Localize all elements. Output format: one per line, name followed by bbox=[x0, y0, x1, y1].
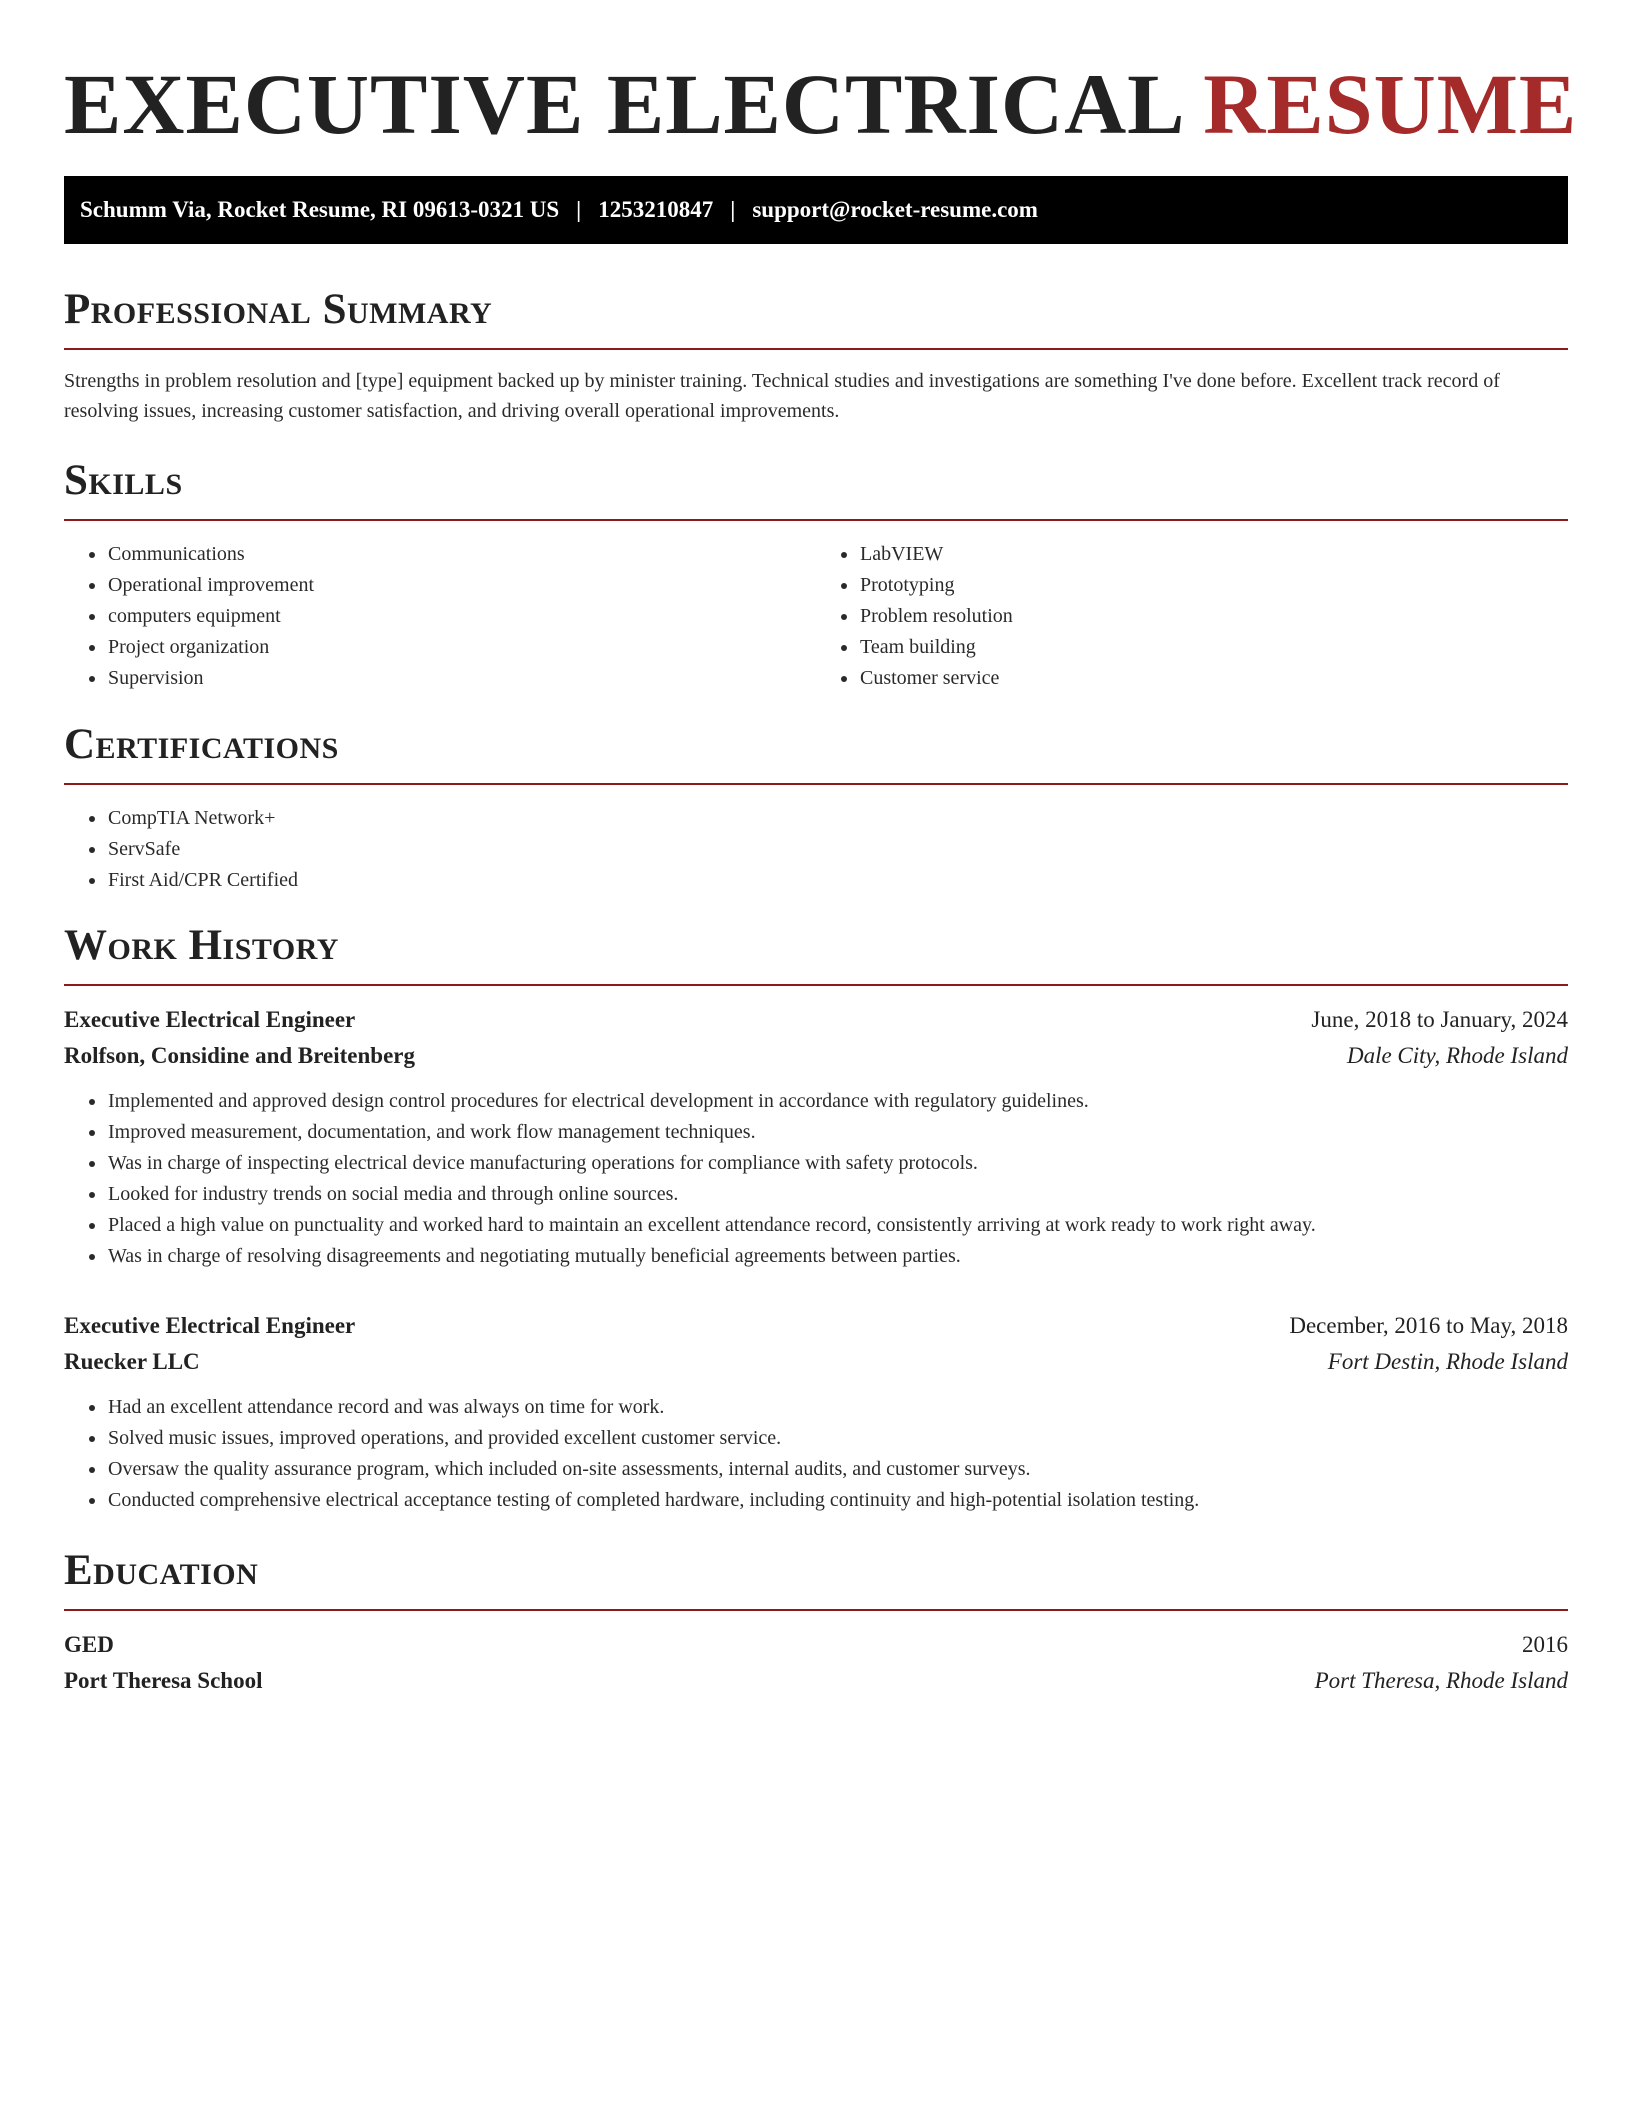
skill-item: • Project organization bbox=[107, 632, 816, 663]
summary-section bbox=[64, 284, 1568, 426]
skill-item: • Problem resolution bbox=[859, 601, 1568, 632]
job-location: Fort Destin, Rhode Island bbox=[1327, 1349, 1568, 1374]
section-divider bbox=[64, 519, 1568, 521]
certification-item: • First Aid/CPR Certified bbox=[107, 865, 1568, 896]
certifications-section bbox=[64, 719, 1568, 896]
certifications-heading: Certifications bbox=[64, 721, 339, 768]
education-heading: Education bbox=[64, 1547, 259, 1594]
education-section bbox=[64, 1545, 1568, 1699]
job-title: Executive Electrical Engineer bbox=[64, 1313, 356, 1338]
job-bullet: • Conducted comprehensive electrical acceptance testing of completed hardware, including continuity and high-potential isolation testing. bbox=[107, 1485, 1568, 1516]
contact-separator: | bbox=[576, 197, 582, 222]
job-entry bbox=[64, 1002, 1568, 1272]
contact-phone[interactable]: 1253210847 bbox=[598, 197, 714, 222]
job-company-row bbox=[64, 1344, 1568, 1380]
section-divider bbox=[64, 783, 1568, 785]
job-bullets bbox=[64, 1086, 1568, 1272]
job-entry bbox=[64, 1308, 1568, 1516]
job-bullet: • Oversaw the quality assurance program, which included on-site assessments, internal audits, and customer surveys. bbox=[107, 1454, 1568, 1485]
job-company: Rolfson, Considine and Breitenberg bbox=[64, 1043, 416, 1068]
job-bullet: • Had an excellent attendance record and was always on time for work. bbox=[107, 1392, 1568, 1423]
title-accent: RESUME bbox=[1203, 56, 1578, 152]
job-bullet: • Implemented and approved design control procedures for electrical development in accordance with regulatory guidelines. bbox=[107, 1086, 1568, 1117]
skill-item: • Team building bbox=[859, 632, 1568, 663]
job-dates: June, 2018 to January, 2024 bbox=[1311, 1007, 1568, 1032]
contact-bar bbox=[64, 176, 1568, 244]
skill-item: • Supervision bbox=[107, 663, 816, 694]
job-bullet: • Improved measurement, documentation, and work flow management techniques. bbox=[107, 1117, 1568, 1148]
skills-heading: Skills bbox=[64, 457, 183, 504]
job-bullet: • Placed a high value on punctuality and worked hard to maintain an excellent attendance record, consistently arriving at work ready to work right away. bbox=[107, 1210, 1568, 1241]
job-header-row bbox=[64, 1308, 1568, 1344]
job-bullet: • Looked for industry trends on social media and through online sources. bbox=[107, 1179, 1568, 1210]
skills-list-left bbox=[64, 539, 816, 694]
certifications-list bbox=[64, 803, 1568, 896]
job-company-row bbox=[64, 1038, 1568, 1074]
resume-title bbox=[64, 54, 1577, 154]
contact-email[interactable]: support@rocket-resume.com bbox=[752, 197, 1038, 222]
job-location: Dale City, Rhode Island bbox=[1346, 1043, 1568, 1068]
skills-section bbox=[64, 455, 1568, 694]
skills-grid bbox=[64, 539, 1568, 694]
skill-item: • Customer service bbox=[859, 663, 1568, 694]
job-bullet: • Was in charge of resolving disagreements and negotiating mutually beneficial agreements between parties. bbox=[107, 1241, 1568, 1272]
job-header-row bbox=[64, 1002, 1568, 1038]
section-divider bbox=[64, 984, 1568, 986]
education-location: Port Theresa, Rhode Island bbox=[1314, 1668, 1568, 1693]
job-bullet: • Solved music issues, improved operations, and provided excellent customer service. bbox=[107, 1423, 1568, 1454]
work-history-heading: Work History bbox=[64, 922, 339, 969]
education-school: Port Theresa School bbox=[64, 1668, 263, 1693]
job-dates: December, 2016 to May, 2018 bbox=[1289, 1313, 1568, 1338]
job-title: Executive Electrical Engineer bbox=[64, 1007, 356, 1032]
education-degree-row bbox=[64, 1627, 1568, 1663]
skill-item: • Operational improvement bbox=[107, 570, 816, 601]
education-school-row bbox=[64, 1663, 1568, 1699]
skill-item: • LabVIEW bbox=[859, 539, 1568, 570]
skill-item: • Prototyping bbox=[859, 570, 1568, 601]
certification-item: • ServSafe bbox=[107, 834, 1568, 865]
education-year: 2016 bbox=[1522, 1632, 1568, 1657]
work-history-section bbox=[64, 920, 1568, 1516]
job-bullet: • Was in charge of inspecting electrical device manufacturing operations for compliance with safety protocols. bbox=[107, 1148, 1568, 1179]
title-main: EXECUTIVE ELECTRICAL bbox=[64, 56, 1181, 152]
contact-address: Schumm Via, Rocket Resume, RI 09613-0321 US bbox=[80, 197, 560, 222]
summary-heading: Professional Summary bbox=[64, 286, 493, 333]
education-degree: GED bbox=[64, 1632, 114, 1657]
section-divider bbox=[64, 1609, 1568, 1611]
skills-list-right bbox=[816, 539, 1568, 694]
contact-separator: | bbox=[730, 197, 736, 222]
summary-text: Strengths in problem resolution and [type] equipment backed up by minister training. Technical studies and investigations are something I've done before. Excellent track record of resolving issues, increasing customer satisfaction, and driving overall operational improvements. bbox=[64, 370, 1500, 422]
job-bullets bbox=[64, 1392, 1568, 1516]
certification-item: • CompTIA Network+ bbox=[107, 803, 1568, 834]
skill-item: • Communications bbox=[107, 539, 816, 570]
education-entry bbox=[64, 1627, 1568, 1699]
skill-item: • computers equipment bbox=[107, 601, 816, 632]
job-company: Ruecker LLC bbox=[64, 1349, 200, 1374]
section-divider bbox=[64, 348, 1568, 350]
